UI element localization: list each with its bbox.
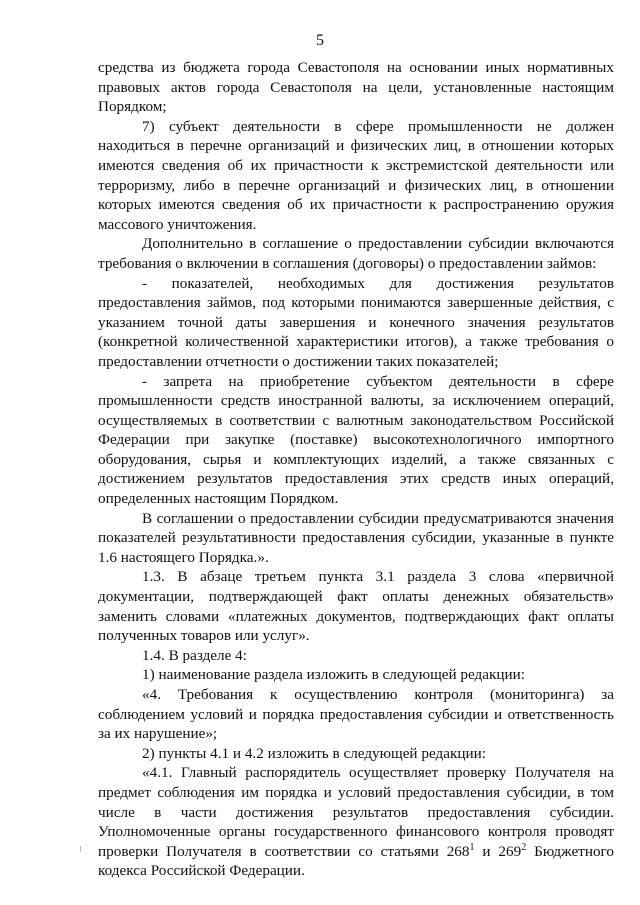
paragraph-4-1-text-end: Бюджетного кодекса Российской Федерации. [98, 842, 614, 880]
superscript-1: 1 [469, 841, 475, 853]
paragraph-agreement-values: В соглашении о предоставлении субсидии предусматриваются значения показателей результативности предоставления субсидии, указанные в пункте 1.6 настоящего Порядка.». [98, 509, 614, 566]
paragraph-1-3: 1.3. В абзаце третьем пункта 3.1 раздела 3 слова «первичной документации, подтверждающей факт оплаты денежных обязательств» заменить словами «платежных документов, подтверждающих факт оплаты полученных товаров или услуг». [98, 568, 614, 645]
paragraph-1-4-2: 2) пункты 4.1 и 4.2 изложить в следующей редакции: [142, 744, 486, 762]
paragraph-currency-ban: - запрета на приобретение субъектом деятельности в сфере промышленности средств иностранной валюты, за исключением операций, осуществляемых в соответствии с валютным законодательством Российской Федерации при закупке (поставке) высокотехнологичного импортного оборудования, сырья и комплектующих изделий, а также связанных с достижением результатов предоставления этих средств иных операций, определенных настоящим Порядком. [98, 372, 614, 508]
page-number: 5 [316, 32, 324, 49]
paragraph-4-1-text-middle: и 269 [474, 842, 522, 860]
paragraph-section-4-title: «4. Требования к осуществлению контроля (мониторинга) за соблюдением условий и порядка предоставления субсидии и ответственность за их нарушение»; [98, 686, 614, 743]
paragraph-item-7: 7) субъект деятельности в сфере промышленности не должен находиться в перечне организаций и физических лиц, в отношении которых имеются сведения об их причастности к экстремистской деятельности или терроризму, либо в перечне организаций и физических лиц, в отношении которых имеются сведения об их причастности к распространению оружия массового уничтожения. [98, 117, 614, 233]
superscript-2: 2 [521, 841, 527, 853]
paragraph-continuation: средства из бюджета города Севастополя на основании иных нормативных правовых актов города Севастополя на цели, установленные настоящим Порядком; [98, 59, 614, 116]
document-body [98, 58, 614, 881]
paragraph-4-1-text: «4.1. Главный распорядитель осуществляет проверку Получателя на предмет соблюдения им порядка и условий предоставления субсидии, в том числе в части достижения результатов предоставления субсидии. Уполномоченные органы государственного финансового контроля проводят проверки Получателя в соответствии со статьями 268 [98, 764, 614, 860]
paragraph-indicators: - показателей, необходимых для достижения результатов предоставления займов, под которыми понимаются завершенные действия, с указанием точной даты завершения и конечного значения результатов (конкретной количественной характеристики итогов), а также требования о предоставлении отчетности о достижении таких показателей; [98, 274, 614, 370]
paragraph-additional-requirements: Дополнительно в соглашение о предоставлении субсидии включаются требования о включении в соглашения (договоры) о предоставлении займов: [98, 235, 614, 272]
paragraph-4-1 [98, 763, 614, 881]
paragraph-1-4: 1.4. В разделе 4: [142, 646, 247, 664]
scan-artifact-mark [80, 846, 81, 852]
paragraph-1-4-1: 1) наименование раздела изложить в следующей редакции: [142, 666, 526, 684]
